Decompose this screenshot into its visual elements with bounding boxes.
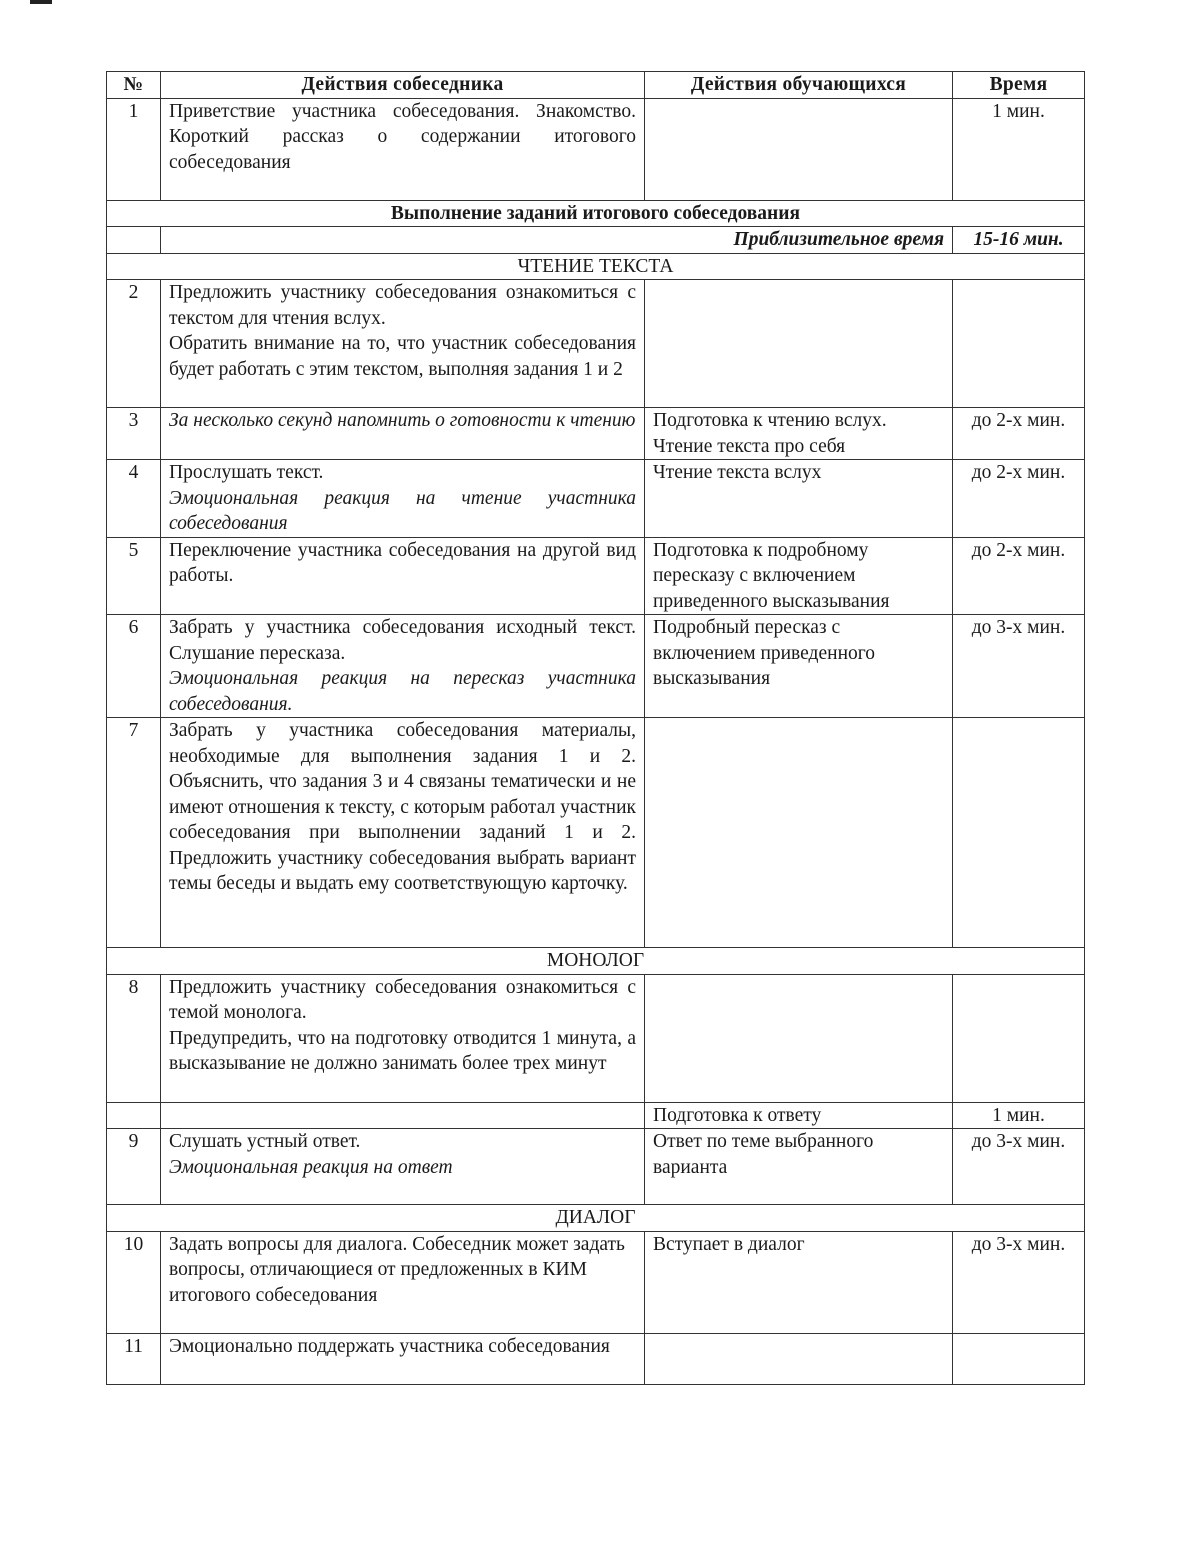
- header-time: Время: [953, 72, 1085, 99]
- action-text: Забрать у участника собеседования исходный текст. Слушание пересказа.: [169, 617, 636, 664]
- table-row: [107, 974, 1085, 1102]
- student-action: Подготовка к ответу: [645, 1102, 953, 1129]
- time-cell: до 2-х мин.: [953, 408, 1085, 460]
- student-action: [645, 1333, 953, 1384]
- section-title: МОНОЛОГ: [107, 948, 1085, 975]
- table-row: [107, 718, 1085, 948]
- row-num: 11: [107, 1333, 161, 1384]
- interviewer-action: [161, 280, 645, 408]
- time-cell: 1 мин.: [953, 1102, 1085, 1129]
- row-num: 9: [107, 1129, 161, 1205]
- header-student-actions: Действия обучающихся: [645, 72, 953, 99]
- time-cell: до 3-х мин.: [953, 615, 1085, 718]
- row-num: 3: [107, 408, 161, 460]
- student-action: Ответ по теме выбранного варианта: [645, 1129, 953, 1205]
- student-action: [645, 98, 953, 200]
- approx-time-label: Приблизительное время: [161, 227, 953, 254]
- interviewer-action: Переключение участника собеседования на другой вид работы.: [161, 537, 645, 615]
- student-action: Подготовка к подробному пересказу с включением приведенного высказывания: [645, 537, 953, 615]
- section-title: ДИАЛОГ: [107, 1205, 1085, 1232]
- action-text-italic: За несколько секунд напомнить о готовности к чтению: [169, 410, 636, 431]
- student-action: [645, 718, 953, 948]
- table-row: [107, 615, 1085, 718]
- header-num: №: [107, 72, 161, 99]
- time-cell: [953, 974, 1085, 1102]
- interviewer-action: [161, 1129, 645, 1205]
- interviewer-action: Эмоционально поддержать участника собеседования: [161, 1333, 645, 1384]
- table-row: [107, 98, 1085, 200]
- row-num: 8: [107, 974, 161, 1102]
- time-cell: [953, 718, 1085, 948]
- row-num: 4: [107, 460, 161, 538]
- row-num: 10: [107, 1231, 161, 1333]
- interviewer-action: Задать вопросы для диалога. Собеседник может задать вопросы, отличающиеся от предложенных в КИМ итогового собеседования: [161, 1231, 645, 1333]
- row-num: 7: [107, 718, 161, 948]
- table-row: [107, 1231, 1085, 1333]
- time-cell: 1 мин.: [953, 98, 1085, 200]
- header-interviewer-actions: Действия собеседника: [161, 72, 645, 99]
- table-row: [107, 408, 1085, 460]
- interviewer-action: Забрать у участника собеседования материалы, необходимые для выполнения задания 1 и 2. Объяснить, что задания 3 и 4 связаны тематически и не имеют отношения к тексту, с которым работал участник собеседования при выполнении заданий 1 и 2. Предложить участнику собеседования выбрать вариант темы беседы и выдать ему соответствующую карточку.: [161, 718, 645, 948]
- time-cell: до 2-х мин.: [953, 460, 1085, 538]
- interviewer-action: [161, 460, 645, 538]
- time-cell: до 2-х мин.: [953, 537, 1085, 615]
- student-action: [645, 974, 953, 1102]
- row-num: 1: [107, 98, 161, 200]
- table-row: [107, 460, 1085, 538]
- action-text: Предложить участнику собеседования ознакомиться с темой монолога.: [169, 976, 636, 1023]
- row-num: [107, 1102, 161, 1129]
- interviewer-action: [161, 974, 645, 1102]
- student-action: Подробный пересказ с включением приведенного высказывания: [645, 615, 953, 718]
- empty-cell: [107, 227, 161, 254]
- section-row: [107, 253, 1085, 280]
- interview-schedule-table: [106, 71, 1085, 1385]
- scan-corner-mark: [30, 0, 52, 4]
- row-num: 2: [107, 280, 161, 408]
- time-cell: до 3-х мин.: [953, 1129, 1085, 1205]
- interviewer-action: [161, 615, 645, 718]
- table-row: [107, 537, 1085, 615]
- interviewer-action: [161, 408, 645, 460]
- interviewer-action: [161, 1102, 645, 1129]
- action-text-italic: Эмоциональная реакция на чтение участника собеседования: [169, 487, 636, 534]
- student-action: Подготовка к чтению вслух. Чтение текста про себя: [645, 408, 953, 460]
- section-title: Выполнение заданий итогового собеседования: [107, 200, 1085, 227]
- approx-time-value: 15-16 мин.: [953, 227, 1085, 254]
- student-action: Чтение текста вслух: [645, 460, 953, 538]
- time-cell: [953, 280, 1085, 408]
- section-row: [107, 948, 1085, 975]
- row-num: 5: [107, 537, 161, 615]
- action-text: Слушать устный ответ.: [169, 1131, 361, 1152]
- row-num: 6: [107, 615, 161, 718]
- time-cell: [953, 1333, 1085, 1384]
- table-row: [107, 280, 1085, 408]
- section-row: [107, 200, 1085, 227]
- action-text: Обратить внимание на то, что участник собеседования будет работать с этим текстом, выполняя задания 1 и 2: [169, 333, 636, 380]
- time-cell: до 3-х мин.: [953, 1231, 1085, 1333]
- table-row: [107, 1102, 1085, 1129]
- action-text-italic: Эмоциональная реакция на пересказ участника собеседования.: [169, 668, 636, 715]
- student-action: [645, 280, 953, 408]
- student-action: Вступает в диалог: [645, 1231, 953, 1333]
- table-header-row: [107, 72, 1085, 99]
- section-row: [107, 1205, 1085, 1232]
- section-title: ЧТЕНИЕ ТЕКСТА: [107, 253, 1085, 280]
- action-text: Предупредить, что на подготовку отводится 1 минута, а высказывание не должно занимать более трех минут: [169, 1027, 636, 1074]
- action-text: Прослушать текст.: [169, 462, 324, 483]
- table-row: [107, 1129, 1085, 1205]
- action-text-italic: Эмоциональная реакция на ответ: [169, 1156, 453, 1178]
- action-text: Предложить участнику собеседования ознакомиться с текстом для чтения вслух.: [169, 282, 636, 329]
- approx-time-row: [107, 227, 1085, 254]
- interviewer-action: Приветствие участника собеседования. Знакомство. Короткий рассказ о содержании итогового собеседования: [161, 98, 645, 200]
- table-row: [107, 1333, 1085, 1384]
